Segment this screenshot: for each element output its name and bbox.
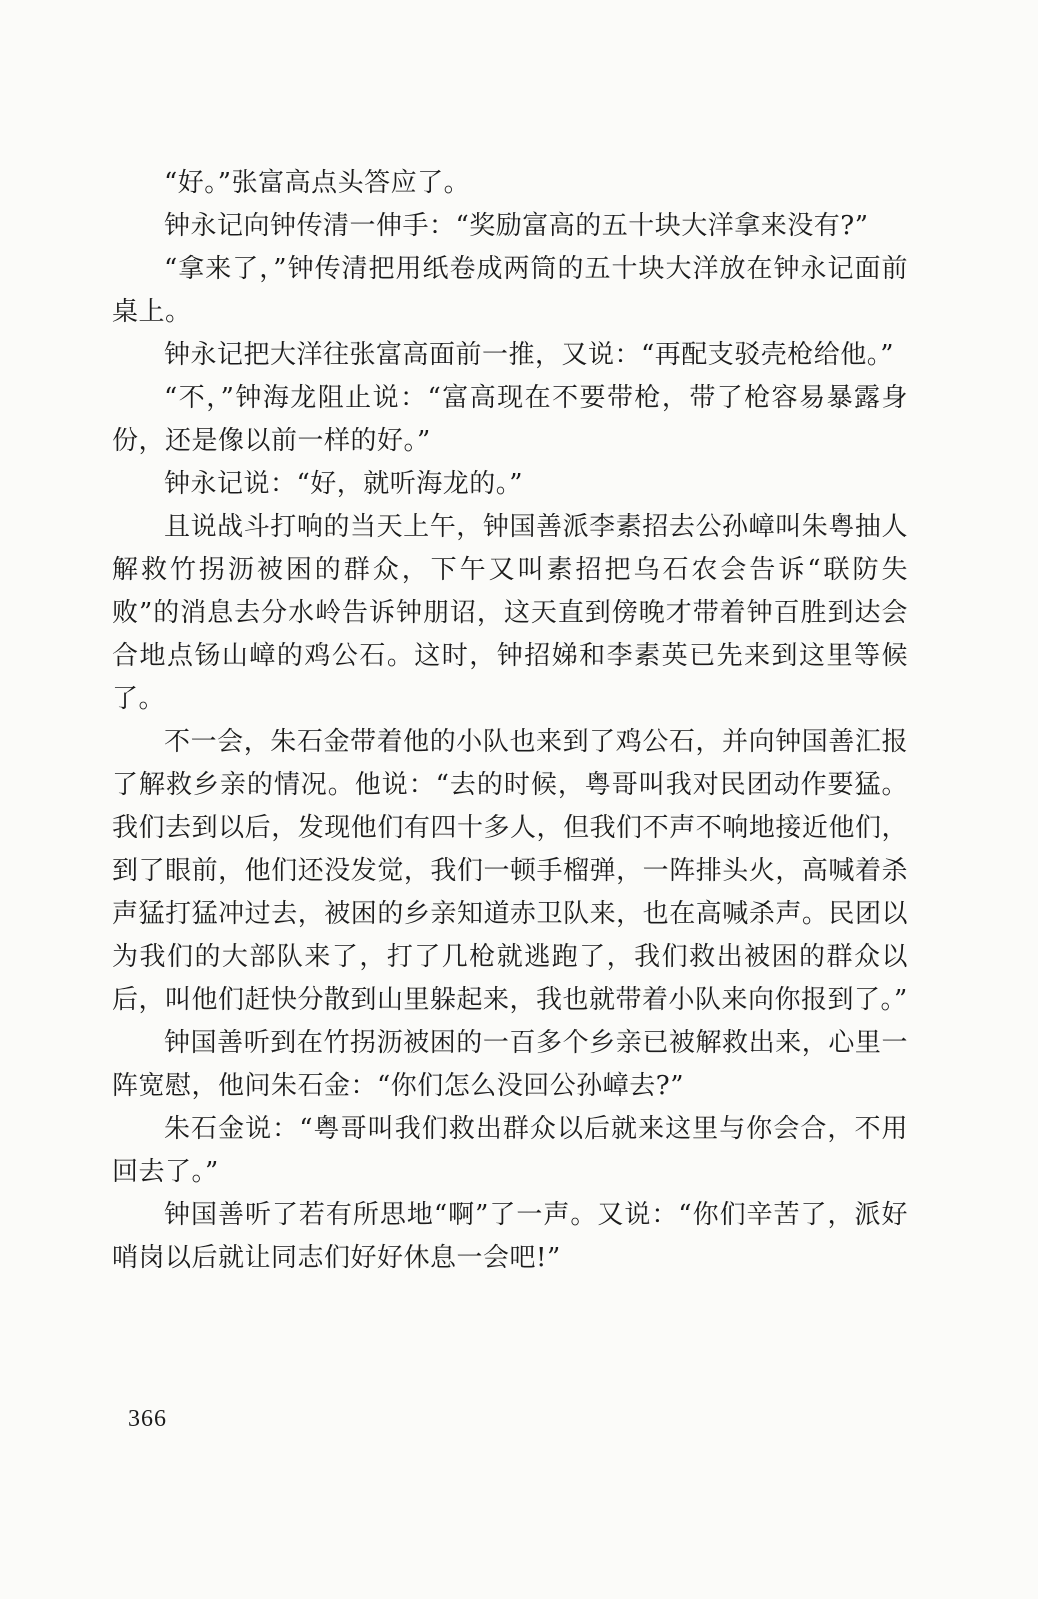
- paragraph: 钟永记向钟传清一伸手：“奖励富高的五十块大洋拿来没有?”: [164, 211, 869, 241]
- paragraph: “拿来了，”钟传清把用纸卷成两筒的五十块大洋放在钟永记面前桌上。: [112, 254, 908, 327]
- paragraph: “好。”张富高点头答应了。: [164, 168, 471, 198]
- paragraph: 钟永记把大洋往张富高面前一推，又说：“再配支驳壳枪给他。”: [164, 340, 895, 370]
- paragraph: 钟国善听到在竹拐沥被困的一百多个乡亲已被解救出来，心里一阵宽慰，他问朱石金：“你们怎么没回公孙嶂去?”: [112, 1028, 908, 1101]
- paragraph: 且说战斗打响的当天上午，钟国善派李素招去公孙嶂叫朱粤抽人解救竹拐沥被困的群众，下午又叫素招把乌石农会告诉“联防失败”的消息去分水岭告诉钟朋诏，这天直到傍晚才带着钟百胜到达会合地点钖山嶂的鸡公石。这时，钟招娣和李素英已先来到这里等候了。: [112, 512, 908, 714]
- paragraph: 钟国善听了若有所思地“啊”了一声。又说：“你们辛苦了，派好哨岗以后就让同志们好好休息一会吧!”: [112, 1200, 908, 1273]
- paragraph: 钟永记说：“好，就听海龙的。”: [164, 469, 524, 499]
- paragraph: 不一会，朱石金带着他的小队也来到了鸡公石，并向钟国善汇报了解救乡亲的情况。他说：“去的时候，粤哥叫我对民团动作要猛。我们去到以后，发现他们有四十多人，但我们不声不响地接近他们，到了眼前，他们还没发觉，我们一顿手榴弹，一阵排头火，高喊着杀声猛打猛冲过去，被困的乡亲知道赤卫队来，也在高喊杀声。民团以为我们的大部队来了，打了几枪就逃跑了，我们救出被困的群众以后，叫他们赶快分散到山里躲起来，我也就带着小队来向你报到了。”: [112, 727, 908, 1015]
- body-text: [112, 162, 908, 1280]
- paragraph: 朱石金说：“粤哥叫我们救出群众以后就来这里与你会合，不用回去了。”: [112, 1114, 908, 1187]
- page-number: 366: [128, 1406, 167, 1432]
- paragraph: “不，”钟海龙阻止说：“富高现在不要带枪，带了枪容易暴露身份，还是像以前一样的好。”: [112, 383, 908, 456]
